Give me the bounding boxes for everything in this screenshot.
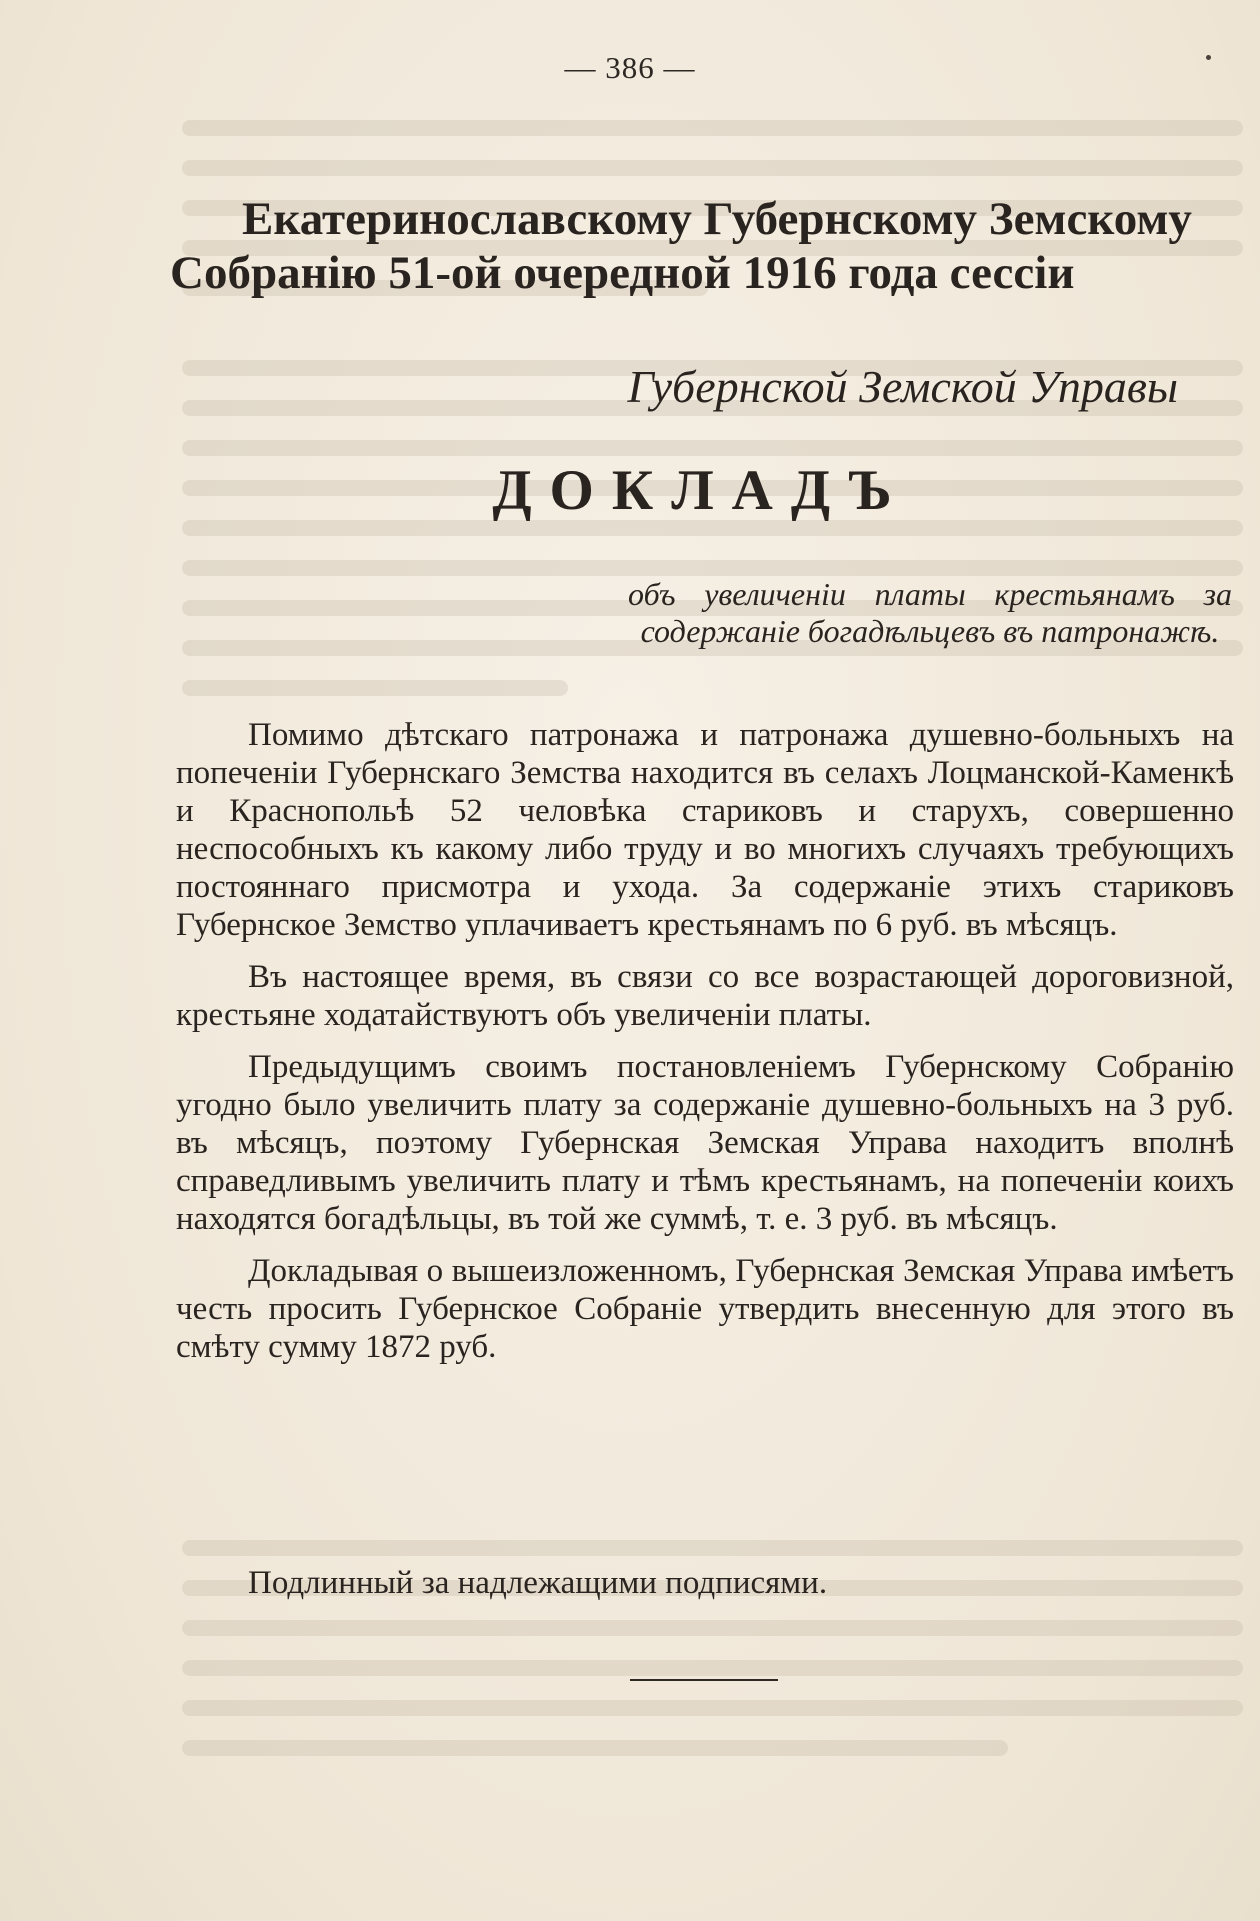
document-subtitle: Губернской Земской Управы — [627, 361, 1178, 412]
document-type-heading: ДОКЛАДЪ — [492, 459, 910, 522]
body-paragraph-2: Въ настоящее время, въ связи со все возрастающей дороговизной, крестьяне ходатайствуютъ объ увеличеніи платы. — [176, 959, 1234, 1033]
body-paragraph-3: Предыдущимъ своимъ постановленіемъ Губернскому Собранію угодно было увеличить плату за содержаніе душевно-больныхъ на 3 руб. въ мѣсяцъ, поэтому Губернская Земская Управа находитъ вполнѣ справедливымъ увеличить плату и тѣмъ крестьянамъ, на попеченіи коихъ находятся богадѣльцы, въ той же суммѣ, т. е. 3 руб. въ мѣсяцъ. — [176, 1049, 1234, 1237]
body-paragraph-4: Докладывая о вышеизложенномъ, Губернская Земская Управа имѣетъ честь просить Губернское Собраніе утвердить внесенную для этого въ смѣту сумму 1872 руб. — [176, 1253, 1234, 1365]
page-number: — 386 — — [564, 50, 696, 85]
document-subject: объ увеличеніи платы крестьянамъ за содержаніе богадѣльцевъ въ патронажѣ. — [628, 576, 1232, 649]
closing-note: Подлинный за надлежащими подписями. — [248, 1565, 828, 1601]
ink-speck — [1206, 55, 1211, 60]
end-rule-divider — [630, 1679, 778, 1681]
document-body — [176, 716, 1234, 1380]
title-line-1: Екатеринославскому Губернскому Земскому — [242, 193, 1192, 245]
body-paragraph-1: Помимо дѣтскаго патронажа и патронажа душевно-больныхъ на попеченіи Губернскаго Земства находится въ селахъ Лоцманской-Каменкѣ и Краснопольѣ 52 человѣка стариковъ и старухъ, совершенно неспособныхъ къ какому либо труду и во многихъ случаяхъ требующихъ постояннаго присмотра и ухода. За содержаніе этихъ стариковъ Губернское Земство уплачиваетъ крестьянамъ по 6 руб. въ мѣсяцъ. — [176, 717, 1234, 943]
title-line-2: Собранію 51-ой очередной 1916 года сессіи — [170, 247, 1075, 299]
document-title — [170, 192, 1250, 300]
